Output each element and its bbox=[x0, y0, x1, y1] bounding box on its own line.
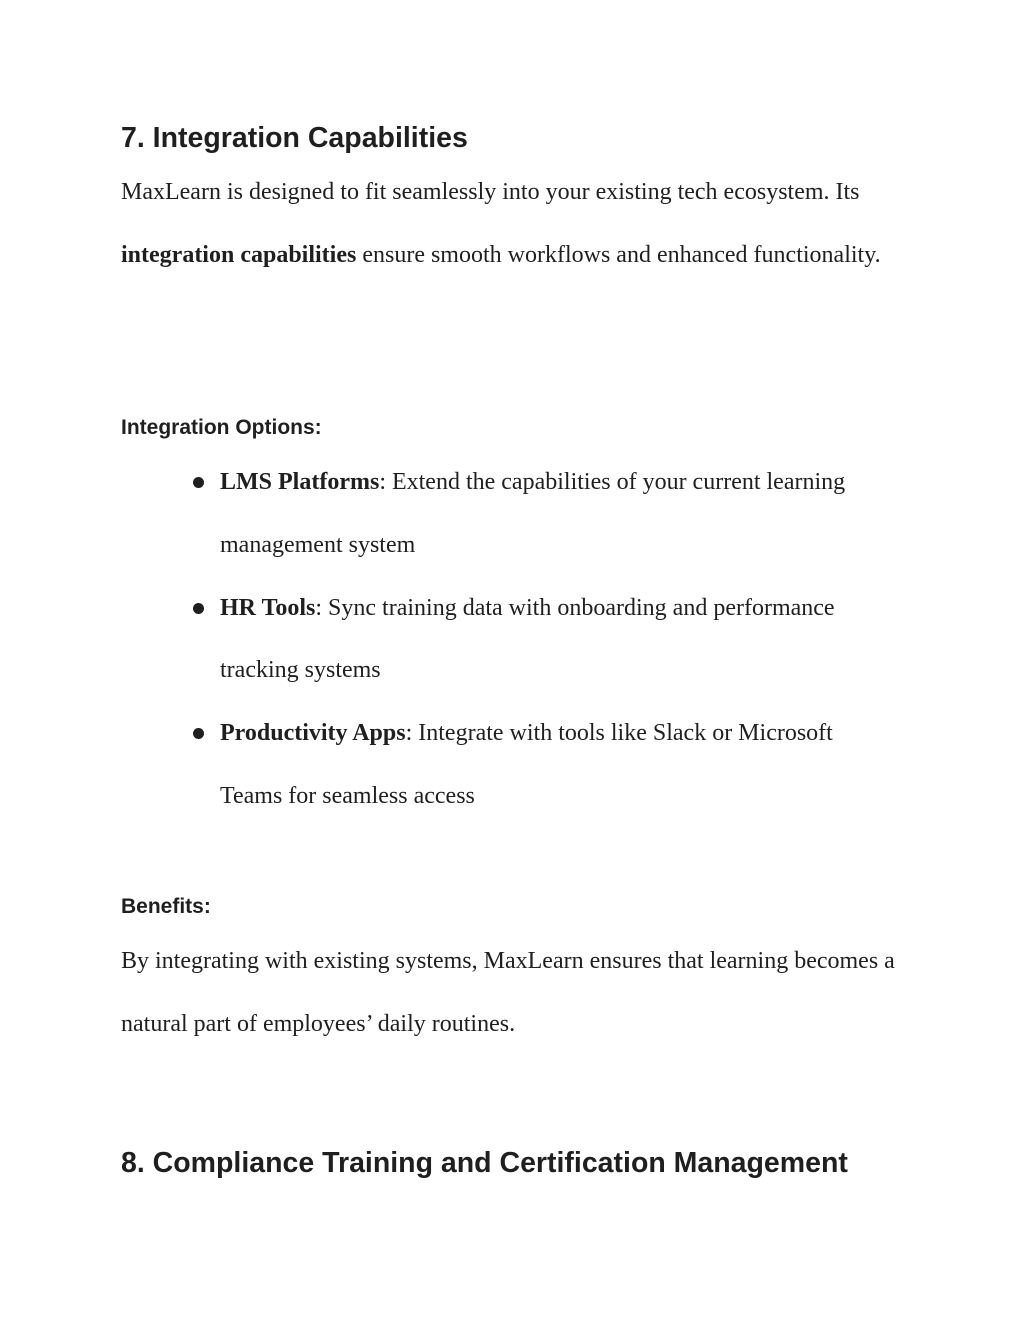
section-7-heading: 7. Integration Capabilities bbox=[121, 122, 468, 154]
intro-text-end: ensure smooth workflows and enhanced functionality. bbox=[356, 241, 881, 268]
intro-bold-phrase: integration capabilities bbox=[121, 241, 357, 268]
bullet-icon bbox=[193, 477, 204, 488]
option-description: : Extend the capabilities of your current learning management system bbox=[220, 469, 846, 558]
intro-text-start: MaxLearn is designed to fit seamlessly into your existing tech ecosystem. Its bbox=[121, 179, 860, 205]
option-title: LMS Platforms bbox=[220, 469, 380, 495]
option-description: : Sync training data with onboarding and performance tracking systems bbox=[220, 594, 835, 684]
list-item-lms-platforms bbox=[190, 451, 890, 577]
benefits-paragraph: By integrating with existing systems, MaxLearn ensures that learning becomes a natural part of employees’ daily routines. bbox=[121, 948, 895, 1037]
integration-options-heading: Integration Options: bbox=[121, 416, 322, 439]
option-title: Productivity Apps bbox=[220, 720, 406, 747]
integration-options-list bbox=[190, 451, 890, 828]
bullet-icon bbox=[193, 728, 204, 739]
option-title: HR Tools bbox=[220, 594, 316, 621]
list-item-productivity-apps bbox=[190, 702, 890, 828]
list-item-hr-tools bbox=[190, 577, 890, 703]
bullet-icon bbox=[193, 603, 204, 614]
benefits-heading: Benefits: bbox=[121, 895, 211, 918]
option-description: : Integrate with tools like Slack or Microsoft Teams for seamless access bbox=[220, 720, 833, 809]
section-8-heading: 8. Compliance Training and Certification Management bbox=[121, 1147, 848, 1179]
section-7-intro-paragraph bbox=[121, 161, 901, 286]
